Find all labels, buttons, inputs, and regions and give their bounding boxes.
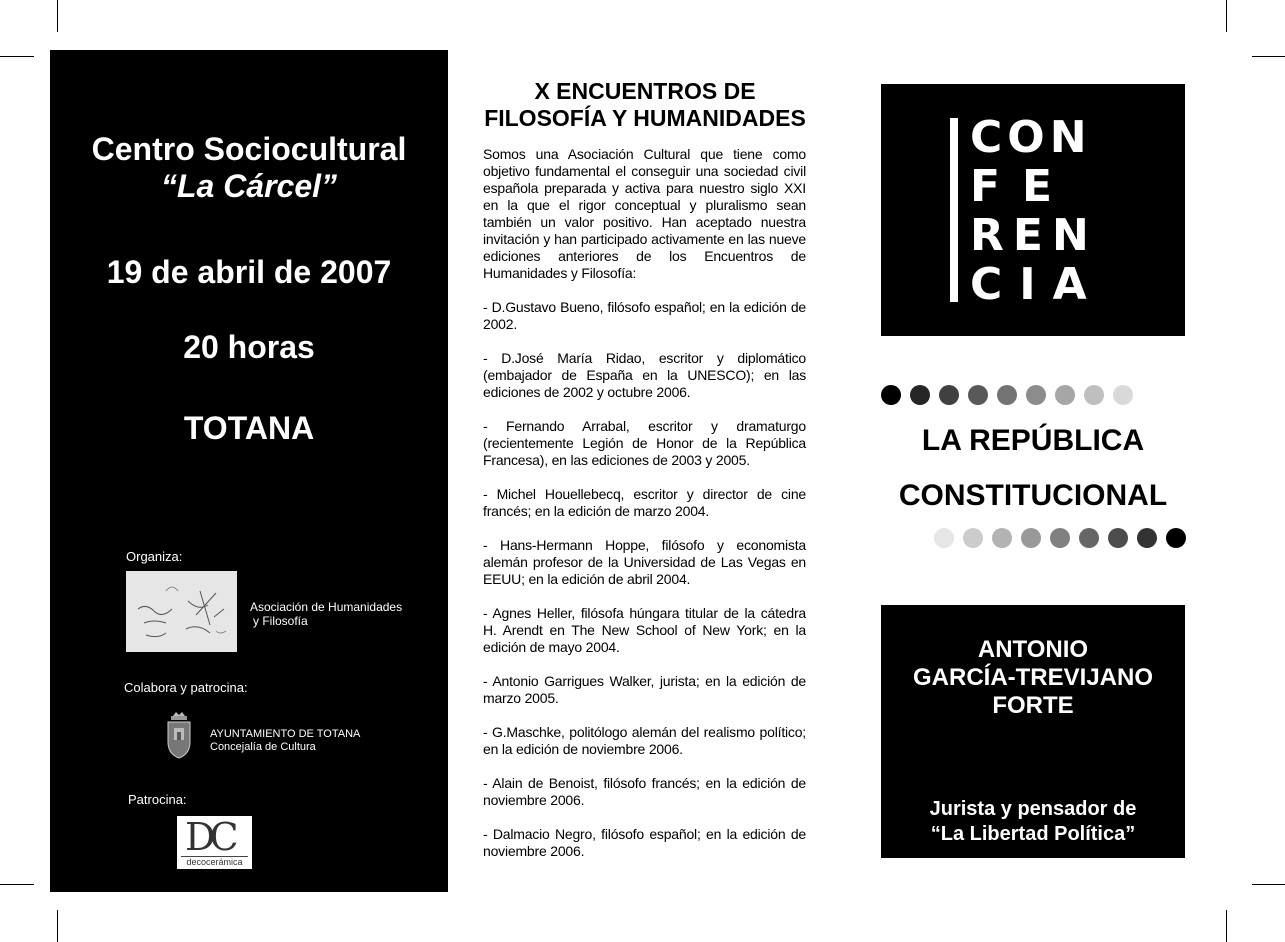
crop-mark [1226,910,1227,942]
author-subtitle [881,797,1185,847]
gradient-dot [1050,528,1070,548]
guest-entry: - Dalmacio Negro, filósofo español; en la edición de noviembre 2006. [483,826,806,859]
author-box [881,605,1185,858]
gradient-dot [1108,528,1128,548]
author-name-line1: ANTONIO [977,636,1089,663]
author-name-line2: GARCÍA-TREVIJANO [912,664,1153,691]
guest-entry: - Agnes Heller, filósofa húngara titular de la cátedra H. Arendt en The New School of New York; en la edición de mayo 2004. [483,605,806,655]
event-time: 20 horas [183,329,315,365]
gradient-dot [881,385,901,405]
gradient-dot [1084,385,1104,405]
topic-line1: LA REPÚBLICA [921,424,1145,457]
guest-entry: - Alain de Benoist, filósofo francés; en la edición de noviembre 2006. [483,775,806,808]
encuentros-description [483,146,806,877]
ayuntamiento-line1: AYUNTAMIENTO DE TOTANA [210,728,361,740]
gradient-dot [910,385,930,405]
crop-mark [1226,0,1227,32]
gradient-dot [1026,385,1046,405]
conferencia-bar [950,118,958,302]
dc-logo-letters: DC [185,815,233,859]
gradient-dot [934,528,954,548]
organizer-sketch-logo [126,571,237,652]
organiza-label: Organiza: [126,549,183,564]
guest-entry: - D.José María Ridao, escritor y diplomático (embajador de España en la UNESCO); en las ediciones de 2002 y octubre 2006. [483,350,806,400]
gradient-dot [992,528,1012,548]
guest-entry: - Antonio Garrigues Walker, jurista; en la edición de marzo 2005. [483,673,806,706]
gradient-dot [997,385,1017,405]
gradient-dot [963,528,983,548]
author-subtitle-line1: Jurista y pensador de [929,798,1137,820]
organizer-name-line1: Asociación de Humanidades [250,600,403,614]
author-subtitle-line2: “La Libertad Política” [930,823,1136,845]
venue-line1: Centro Sociocultural [91,131,407,167]
dots-gradient-top [881,385,1133,405]
gradient-dot [1137,528,1157,548]
gradient-dot [939,385,959,405]
gradient-dot [1079,528,1099,548]
guest-entry: - D.Gustavo Bueno, filósofo español; en la edición de 2002. [483,299,806,332]
crop-mark [57,910,58,942]
conf-word-4: CIA [970,259,1104,310]
guest-entry: - Hans-Hermann Hoppe, filósofo y economista alemán profesor de la Universidad de Las Vegas en EEUU; en la edición de abril 2004. [483,537,806,587]
crop-mark [0,884,34,885]
event-date: 19 de abril de 2007 [106,254,392,290]
dots-gradient-bottom [934,528,1186,548]
gradient-dot [1166,528,1186,548]
crop-mark [0,56,34,57]
conferencia-box [881,84,1185,336]
event-city: TOTANA [183,410,315,446]
crop-mark [1252,884,1285,885]
encuentros-title-line1: X ENCUENTROS DE [534,78,756,104]
organizer-name-line2: y Filosofía [253,614,308,628]
gradient-dot [968,385,988,405]
conf-word-3: REN [970,210,1098,261]
decoceramica-logo [177,816,252,869]
author-name [881,636,1185,720]
gradient-dot [1021,528,1041,548]
gradient-dot [1055,385,1075,405]
guest-entry: - Michel Houellebecq, escritor y director de cine francés; en la edición de marzo 2004. [483,486,806,519]
guest-entry: - G.Maschke, politólogo alemán del realismo político; en la edición de noviembre 2006. [483,724,806,757]
ayuntamiento-line2: Concejalía de Cultura [210,741,316,753]
dc-logo-text: decocerámica [181,856,248,868]
crop-mark [1252,56,1285,57]
conf-word-1: CON [970,112,1092,163]
encuentros-title [462,78,828,132]
gradient-dot [1113,385,1133,405]
intro-paragraph: Somos una Asociación Cultural que tiene como objetivo fundamental el conseguir una sociedad civil española preparada y activa para nuestro siglo XXI en la que el rigor conceptual y pluralismo sean también un valor positivo. Han aceptado nuestra invitación y han participado activamente en las nueve ediciones anteriores de los Encuentros de Humanidades y Filosofía: [483,146,806,281]
guest-entry: - Fernando Arrabal, escritor y dramaturgo (recientemente Legión de Honor de la República Francesa), en las ediciones de 2003 y 2005. [483,418,806,468]
topic-line2: CONSTITUCIONAL [898,479,1168,512]
conf-word-2: FE [970,161,1075,212]
totana-coat-of-arms-icon [164,710,194,760]
crop-mark [57,0,58,32]
encuentros-title-line2: FILOSOFÍA Y HUMANIDADES [484,105,806,131]
venue-line2: “La Cárcel” [160,168,338,204]
colabora-label: Colabora y patrocina: [124,680,248,695]
left-panel [50,50,448,892]
patrocina-label: Patrocina: [128,792,187,807]
author-name-line3: FORTE [992,692,1074,719]
